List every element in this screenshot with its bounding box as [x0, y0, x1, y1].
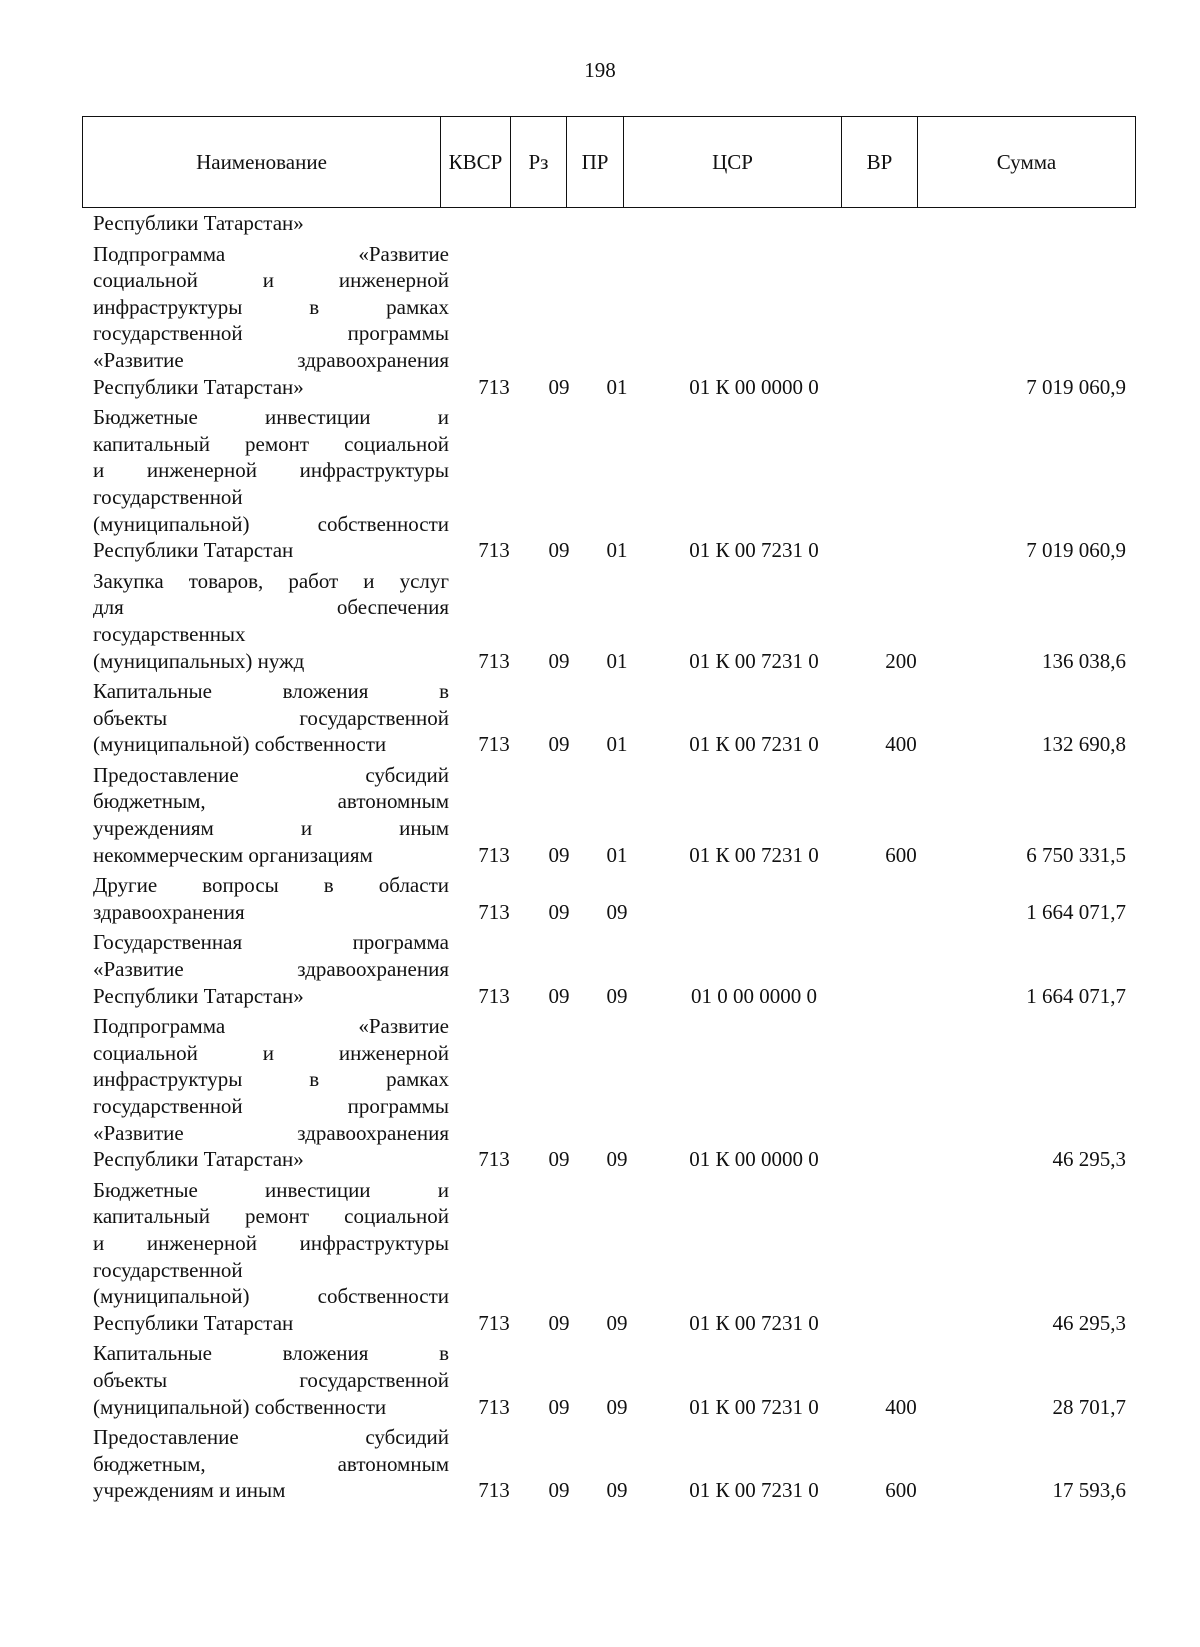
row-csr: 01 К 00 7231 0: [689, 1310, 819, 1335]
table-row: [0, 1013, 1200, 1173]
row-sum: 1 664 071,7: [1026, 899, 1126, 924]
row-name-line: объекты государственной: [93, 1367, 449, 1392]
row-name-line: государственных: [93, 621, 246, 646]
row-rz: 09: [548, 1478, 570, 1503]
row-name-line: Капитальные вложения в: [93, 1341, 449, 1366]
row-name-line: государственной: [93, 1257, 243, 1282]
header-kvsr: КВСР: [441, 117, 511, 207]
header-rz: Рз: [511, 117, 567, 207]
row-vr: 200: [885, 648, 917, 673]
row-name-line: «Развитие здравоохранения: [93, 957, 449, 982]
row-pr: 09: [606, 899, 628, 924]
row-rz: 09: [548, 732, 570, 757]
row-name: [93, 404, 449, 564]
row-pr: 09: [606, 1394, 628, 1419]
row-rz: 09: [548, 1310, 570, 1335]
table-row: [0, 762, 1200, 868]
row-name-line: Предоставление субсидий: [93, 762, 449, 787]
row-name-line: Бюджетные инвестиции и: [93, 1177, 449, 1202]
row-kvsr: 713: [478, 374, 510, 399]
row-name-line: капитальный ремонт социальной: [93, 1204, 449, 1229]
row-name-line: некоммерческим организациям: [93, 842, 373, 867]
row-sum: 7 019 060,9: [1026, 538, 1126, 563]
header-vr: ВР: [842, 117, 918, 207]
page-number: 198: [584, 58, 616, 82]
row-csr: 01 К 00 7231 0: [689, 732, 819, 757]
row-rz: 09: [548, 538, 570, 563]
row-rz: 09: [548, 899, 570, 924]
row-name-line: Республики Татарстан: [93, 1310, 294, 1335]
row-name: [93, 1424, 449, 1504]
row-name-line: Предоставление субсидий: [93, 1425, 449, 1450]
header-csr: ЦСР: [624, 117, 842, 207]
row-name-line: государственной: [93, 484, 243, 509]
row-name-line: бюджетным, автономным: [93, 1451, 449, 1476]
row-name-line: инфраструктуры в рамках: [93, 1067, 449, 1092]
row-name-line: Подпрограмма «Развитие: [93, 241, 449, 266]
row-name-line: «Развитие здравоохранения: [93, 1120, 449, 1145]
row-name-line: Капитальные вложения в: [93, 679, 449, 704]
row-csr: 01 К 00 7231 0: [689, 1394, 819, 1419]
row-name-line: капитальный ремонт социальной: [93, 431, 449, 456]
row-rz: 09: [548, 1394, 570, 1419]
row-sum: 7 019 060,9: [1026, 374, 1126, 399]
row-name: [93, 678, 449, 758]
row-sum: 28 701,7: [1052, 1394, 1126, 1419]
row-name-line: Республики Татарстан»: [93, 211, 304, 235]
row-name-line: государственной программы: [93, 321, 449, 346]
row-name-line: и инженерной инфраструктуры: [93, 1230, 449, 1255]
row-pr: 01: [606, 374, 628, 399]
row-name: [93, 929, 449, 1009]
row-rz: 09: [548, 648, 570, 673]
row-name: [93, 1177, 449, 1337]
row-name-line: учреждениям и иным: [93, 1478, 286, 1503]
row-kvsr: 713: [478, 842, 510, 867]
row-csr: 01 0 00 0000 0: [691, 983, 817, 1008]
row-name-line: бюджетным, автономным: [93, 789, 449, 814]
table-row: [0, 1424, 1200, 1504]
row-name-line: Закупка товаров, работ и услуг: [93, 568, 449, 593]
row-csr: 01 К 00 7231 0: [689, 1478, 819, 1503]
row-name-line: Республики Татарстан»: [93, 983, 304, 1008]
row-name-line: социальной и инженерной: [93, 1040, 449, 1065]
row-vr: 400: [885, 732, 917, 757]
row-pr: 09: [606, 983, 628, 1008]
row-sum: 46 295,3: [1052, 1147, 1126, 1172]
row-kvsr: 713: [478, 1394, 510, 1419]
row-name-line: Республики Татарстан: [93, 538, 294, 563]
row-sum: 17 593,6: [1052, 1478, 1126, 1503]
row-name: [93, 241, 449, 401]
row-kvsr: 713: [478, 983, 510, 1008]
row-name-line: объекты государственной: [93, 705, 449, 730]
row-sum: 132 690,8: [1042, 732, 1126, 757]
row-name-line: и инженерной инфраструктуры: [93, 458, 449, 483]
row-name: [93, 1013, 449, 1173]
row-pr: 09: [606, 1310, 628, 1335]
row-csr: 01 К 00 0000 0: [689, 1147, 819, 1172]
row-csr: 01 К 00 7231 0: [689, 538, 819, 563]
row-sum: 46 295,3: [1052, 1310, 1126, 1335]
row-name-line: Бюджетные инвестиции и: [93, 405, 449, 430]
table-row: [0, 404, 1200, 564]
row-pr: 01: [606, 732, 628, 757]
row-pr: 09: [606, 1478, 628, 1503]
row-name: [93, 1340, 449, 1420]
row-name-line: социальной и инженерной: [93, 268, 449, 293]
table-body: [0, 210, 1200, 1508]
row-kvsr: 713: [478, 1478, 510, 1503]
table-row: [0, 929, 1200, 1009]
row-vr: 600: [885, 1478, 917, 1503]
row-kvsr: 713: [478, 899, 510, 924]
row-csr: 01 К 00 7231 0: [689, 842, 819, 867]
row-name-line: для обеспечения: [93, 595, 449, 620]
row-name: [93, 872, 449, 925]
header-name: Наименование: [83, 117, 441, 207]
row-name-line: (муниципальной) собственности: [93, 732, 387, 757]
table-row: [0, 872, 1200, 925]
row-name-line: учреждениям и иным: [93, 816, 449, 841]
header-sum: Сумма: [996, 149, 1057, 174]
row-sum: 136 038,6: [1042, 648, 1126, 673]
row-csr: 01 К 00 0000 0: [689, 374, 819, 399]
row-rz: 09: [548, 983, 570, 1008]
row-name-line: Подпрограмма «Развитие: [93, 1014, 449, 1039]
row-pr: 09: [606, 1147, 628, 1172]
row-kvsr: 713: [478, 732, 510, 757]
row-pr: 01: [606, 842, 628, 867]
row-name-line: государственной программы: [93, 1094, 449, 1118]
table-row: [0, 210, 1200, 237]
row-kvsr: 713: [478, 648, 510, 673]
table-row: [0, 1177, 1200, 1337]
row-name-line: (муниципальной) собственности: [93, 1284, 449, 1309]
row-kvsr: 713: [478, 538, 510, 563]
row-name-line: инфраструктуры в рамках: [93, 294, 449, 319]
row-name: [93, 568, 449, 674]
table-row: [0, 678, 1200, 758]
row-kvsr: 713: [478, 1147, 510, 1172]
row-rz: 09: [548, 842, 570, 867]
row-csr: 01 К 00 7231 0: [689, 648, 819, 673]
row-name-line: «Развитие здравоохранения: [93, 347, 449, 372]
table-row: [0, 568, 1200, 674]
row-name: [93, 210, 449, 237]
table-header: [82, 116, 1136, 208]
row-name-line: (муниципальных) нужд: [93, 648, 305, 673]
row-kvsr: 713: [478, 1310, 510, 1335]
row-name-line: здравоохранения: [93, 899, 245, 924]
header-pr: ПР: [567, 117, 624, 207]
row-vr: 600: [885, 842, 917, 867]
row-rz: 09: [548, 374, 570, 399]
row-name-line: (муниципальной) собственности: [93, 1394, 387, 1419]
row-name: [93, 762, 449, 868]
row-name-line: Республики Татарстан»: [93, 374, 304, 399]
row-name-line: Государственная программа: [93, 930, 449, 955]
row-vr: 400: [885, 1394, 917, 1419]
row-pr: 01: [606, 648, 628, 673]
row-name-line: (муниципальной) собственности: [93, 511, 449, 536]
row-name-line: Другие вопросы в области: [93, 873, 449, 898]
table-row: [0, 241, 1200, 401]
table-row: [0, 1340, 1200, 1420]
row-rz: 09: [548, 1147, 570, 1172]
row-pr: 01: [606, 538, 628, 563]
row-sum: 6 750 331,5: [1026, 842, 1126, 867]
row-name-line: Республики Татарстан»: [93, 1147, 304, 1172]
row-sum: 1 664 071,7: [1026, 983, 1126, 1008]
